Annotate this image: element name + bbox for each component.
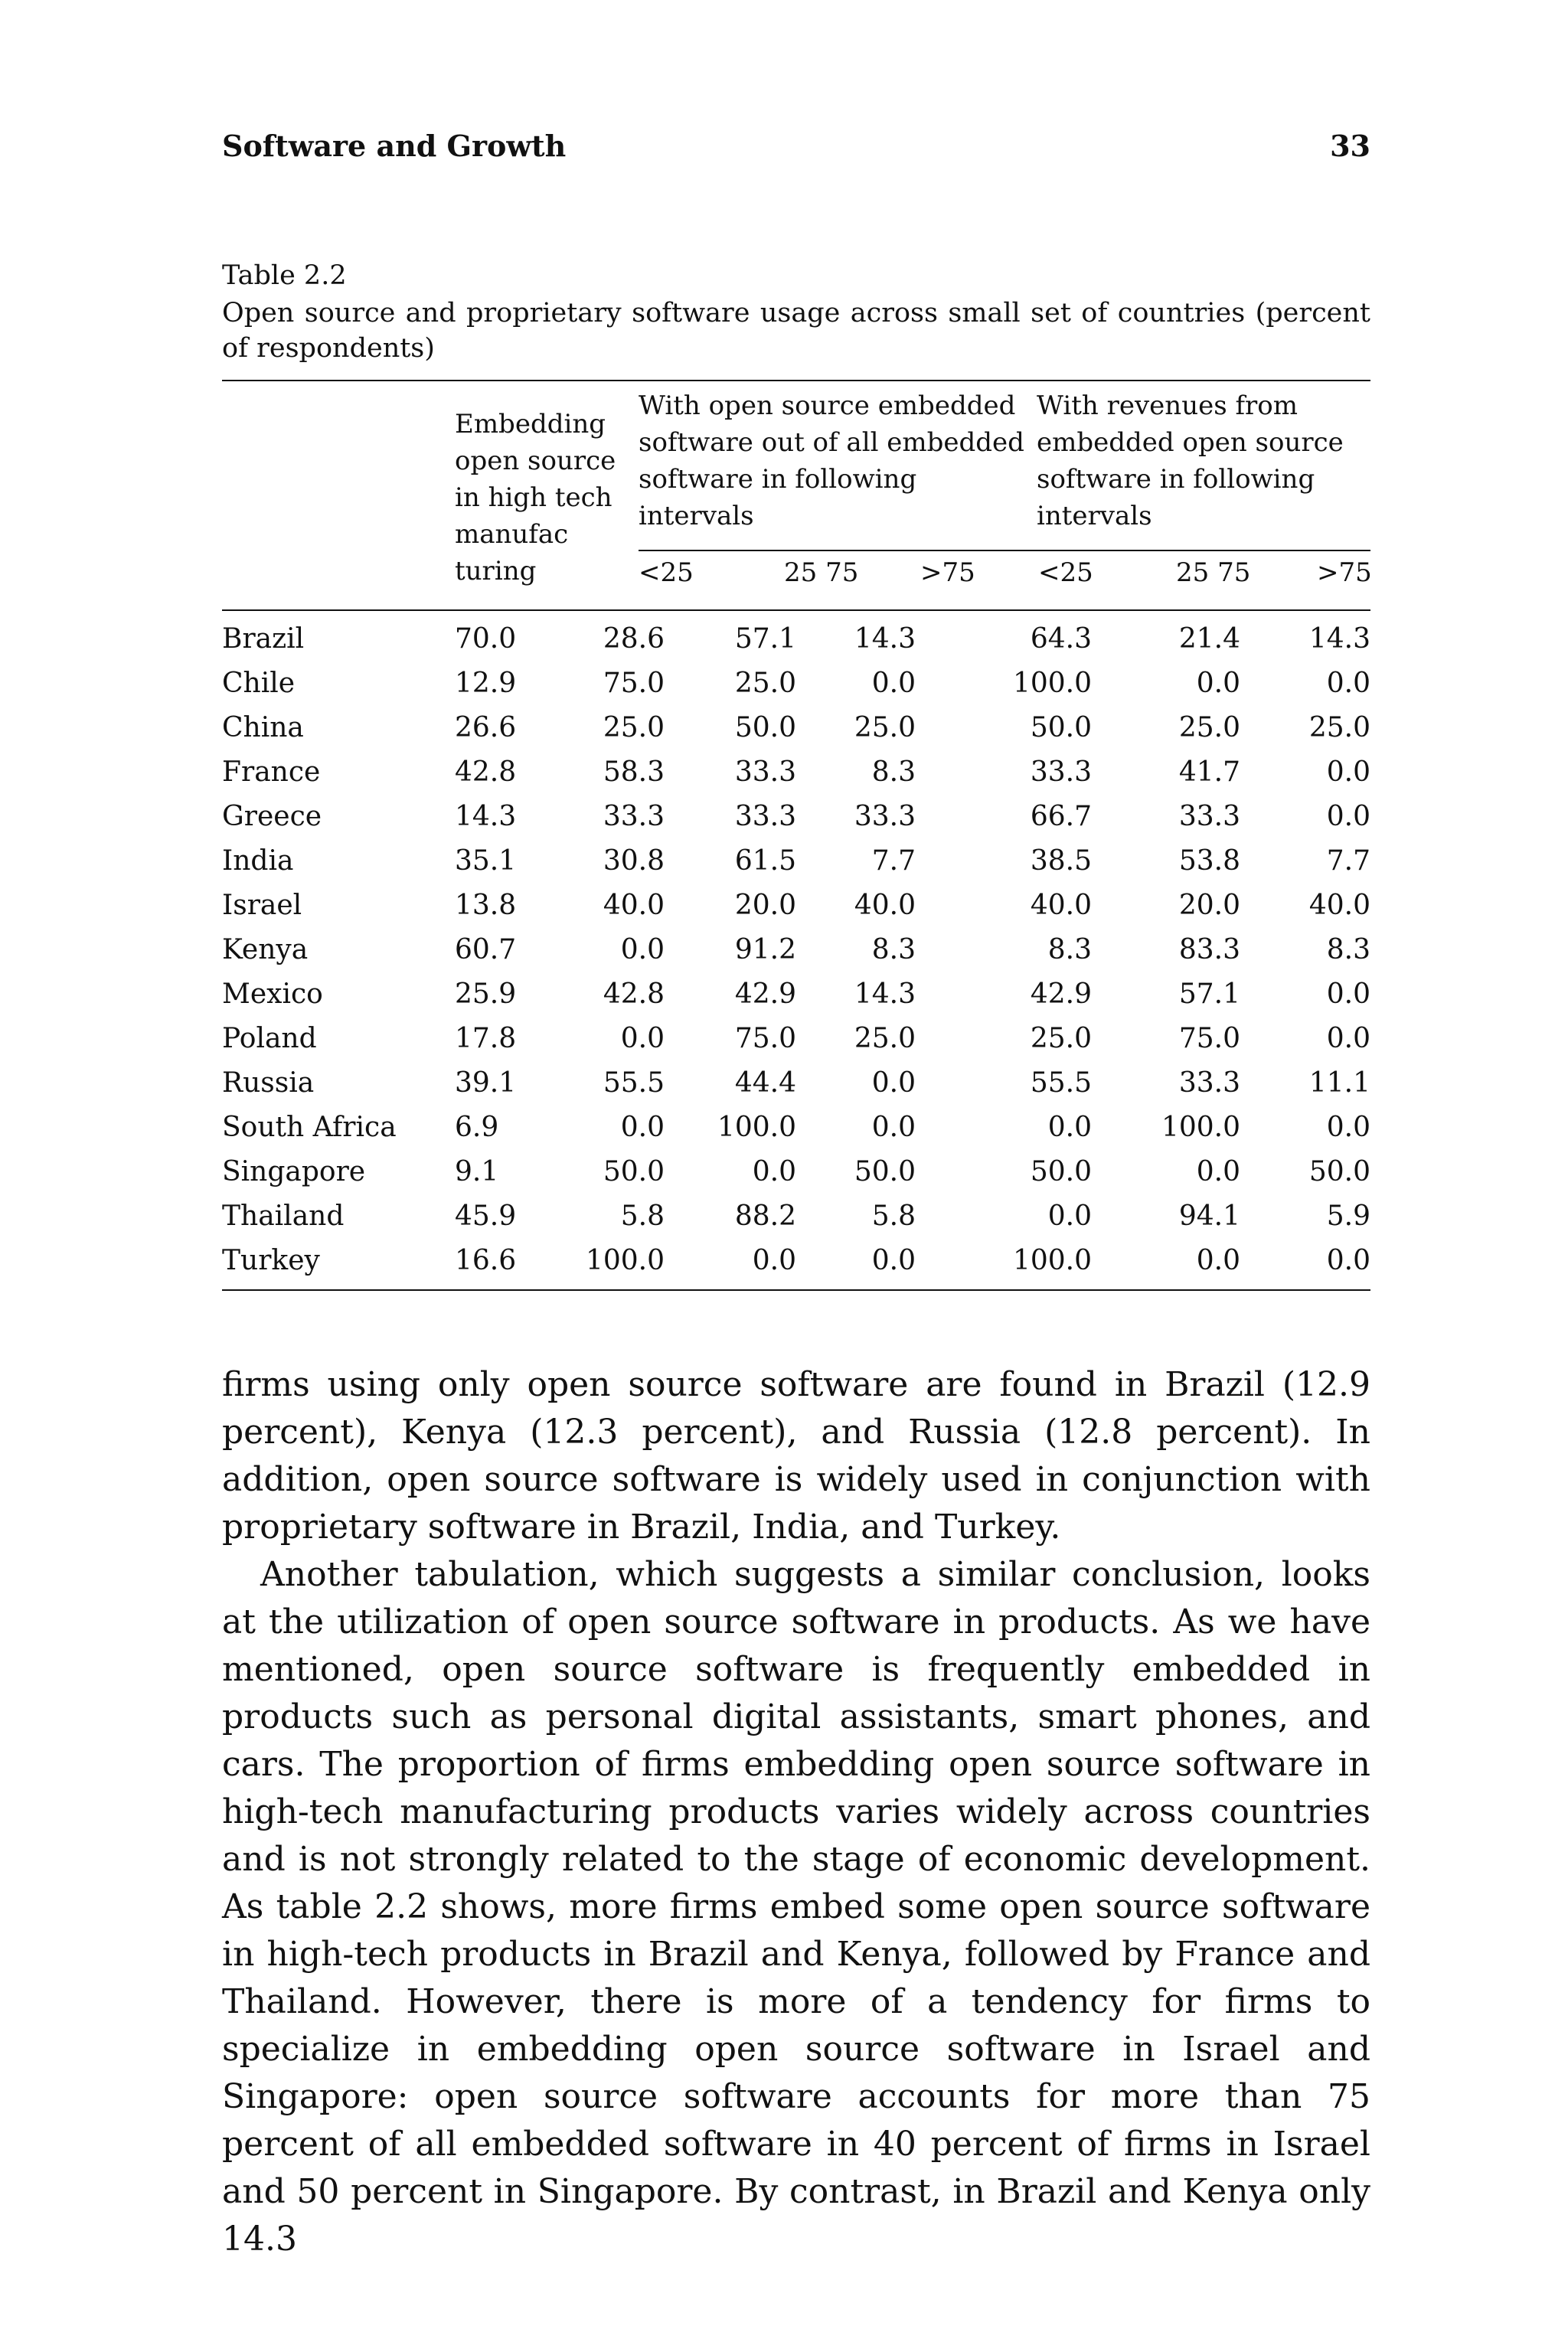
value-cell: 8.3 [871, 934, 916, 965]
country-cell: Greece [222, 801, 322, 832]
table-row [222, 750, 1370, 795]
sub-header-4: 25 75 [1176, 557, 1251, 588]
value-cell: 91.2 [734, 934, 796, 965]
value-cell: 58.3 [603, 756, 665, 788]
value-cell: 14.3 [1308, 623, 1370, 655]
value-cell: 50.0 [854, 1156, 916, 1187]
value-cell: 11.1 [1308, 1067, 1370, 1099]
embedding-cell: 9.1 [455, 1156, 499, 1187]
header-embedding: Embedding open source in high tech manufac turing [455, 409, 616, 586]
value-cell: 0.0 [1326, 756, 1370, 788]
value-cell: 42.9 [734, 978, 796, 1010]
value-cell: 28.6 [603, 623, 665, 655]
value-cell: 100.0 [1012, 668, 1092, 699]
value-cell: 0.0 [871, 1112, 916, 1143]
country-cell: Mexico [222, 978, 323, 1010]
embedding-cell: 45.9 [455, 1200, 517, 1232]
value-cell: 33.3 [734, 801, 796, 832]
value-cell: 41.7 [1178, 756, 1240, 788]
header-group-rule-revenues [1037, 550, 1370, 551]
value-cell: 25.0 [734, 668, 796, 699]
embedding-cell: 17.8 [455, 1023, 517, 1054]
table-label: Table 2.2 [222, 260, 347, 291]
country-cell: Kenya [222, 934, 309, 965]
value-cell: 25.0 [1030, 1023, 1092, 1054]
embedding-cell: 14.3 [455, 801, 517, 832]
value-cell: 100.0 [1012, 1245, 1092, 1276]
value-cell: 100.0 [585, 1245, 665, 1276]
value-cell: 83.3 [1178, 934, 1240, 965]
country-cell: India [222, 845, 294, 877]
value-cell: 8.3 [1326, 934, 1370, 965]
value-cell: 0.0 [871, 1067, 916, 1099]
value-cell: 64.3 [1030, 623, 1092, 655]
value-cell: 38.5 [1030, 845, 1092, 877]
value-cell: 50.0 [603, 1156, 665, 1187]
value-cell: 0.0 [620, 1023, 665, 1054]
table-row [222, 839, 1370, 884]
page-number: 33 [1330, 129, 1370, 163]
table-row [222, 972, 1370, 1017]
embedding-cell: 16.6 [455, 1245, 517, 1276]
value-cell: 0.0 [1326, 1023, 1370, 1054]
value-cell: 21.4 [1178, 623, 1240, 655]
value-cell: 75.0 [603, 668, 665, 699]
country-cell: South Africa [222, 1112, 397, 1143]
country-cell: Singapore [222, 1156, 366, 1187]
embedding-cell: 60.7 [455, 934, 517, 965]
paragraph-2: Another tabulation, which suggests a similar conclusion, looks at the utilization of open source software in products. As we have mentioned, open source software is frequently embedded in products such as personal digital assistants, smart phones, and cars. The proportion of firms embedding open source software in high-tech manufacturing products varies widely across countries and is not strongly related to the stage of economic development. As table 2.2 shows, more firms embed some open source software in high-tech products in Brazil and Kenya, followed by France and Thailand. However, there is more of a tendency for firms to specialize in embedding open source software in Israel and Singapore: open source software accounts for more than 75 percent of all embedded software in 40 percent of firms in Israel and 50 percent in Singapore. By contrast, in Brazil and Kenya only 14.3 [222, 1555, 1370, 2259]
value-cell: 0.0 [1326, 801, 1370, 832]
country-cell: Russia [222, 1067, 315, 1099]
value-cell: 33.3 [734, 756, 796, 788]
value-cell: 53.8 [1178, 845, 1240, 877]
table-caption: Open source and proprietary software usage across small set of countries (percent of respondents) [222, 298, 1370, 364]
value-cell: 0.0 [620, 934, 665, 965]
value-cell: 50.0 [1030, 1156, 1092, 1187]
value-cell: 33.3 [603, 801, 665, 832]
table-bottom-rule [222, 1289, 1370, 1291]
value-cell: 61.5 [734, 845, 796, 877]
table-row [222, 928, 1370, 972]
value-cell: 44.4 [734, 1067, 796, 1099]
table-row [222, 1061, 1370, 1106]
embedding-cell: 35.1 [455, 845, 517, 877]
table-row [222, 1150, 1370, 1194]
value-cell: 0.0 [1047, 1200, 1092, 1232]
header-bottom-rule [222, 609, 1370, 611]
value-cell: 50.0 [734, 712, 796, 743]
value-cell: 33.3 [1030, 756, 1092, 788]
paragraph-1: firms using only open source software are found in Brazil (12.9 percent), Kenya (12.3 percent), and Russia (12.8 percent). In addition, open source software is widely used in conjunction with proprietary software in Brazil, India, and Turkey. [222, 1365, 1370, 1547]
value-cell: 30.8 [603, 845, 665, 877]
country-cell: China [222, 712, 304, 743]
body-text [222, 1361, 1370, 2263]
value-cell: 0.0 [620, 1112, 665, 1143]
value-cell: 25.0 [854, 712, 916, 743]
value-cell: 0.0 [1196, 1245, 1240, 1276]
value-cell: 88.2 [734, 1200, 796, 1232]
value-cell: 50.0 [1030, 712, 1092, 743]
value-cell: 0.0 [1196, 668, 1240, 699]
country-cell: Chile [222, 668, 296, 699]
value-cell: 33.3 [854, 801, 916, 832]
value-cell: 75.0 [734, 1023, 796, 1054]
embedding-cell: 42.8 [455, 756, 517, 788]
value-cell: 14.3 [854, 623, 916, 655]
value-cell: 5.9 [1326, 1200, 1370, 1232]
value-cell: 40.0 [854, 890, 916, 921]
value-cell: 57.1 [734, 623, 796, 655]
country-cell: Thailand [222, 1200, 345, 1232]
value-cell: 100.0 [717, 1112, 796, 1143]
running-head [222, 129, 1370, 163]
value-cell: 7.7 [871, 845, 916, 877]
sub-header-3: <25 [1038, 557, 1093, 588]
embedding-cell: 13.8 [455, 890, 517, 921]
value-cell: 14.3 [854, 978, 916, 1010]
value-cell: 0.0 [1326, 1112, 1370, 1143]
value-cell: 57.1 [1178, 978, 1240, 1010]
value-cell: 40.0 [1308, 890, 1370, 921]
country-cell: Poland [222, 1023, 317, 1054]
value-cell: 25.0 [603, 712, 665, 743]
value-cell: 0.0 [1326, 1245, 1370, 1276]
country-cell: France [222, 756, 321, 788]
value-cell: 5.8 [620, 1200, 665, 1232]
value-cell: 25.0 [1178, 712, 1240, 743]
value-cell: 0.0 [752, 1156, 796, 1187]
value-cell: 20.0 [734, 890, 796, 921]
table-row [222, 1194, 1370, 1239]
value-cell: 0.0 [871, 668, 916, 699]
value-cell: 7.7 [1326, 845, 1370, 877]
sub-header-1: 25 75 [784, 557, 859, 588]
embedding-cell: 6.9 [455, 1112, 499, 1143]
running-head-title: Software and Growth [222, 129, 567, 163]
value-cell: 25.0 [1308, 712, 1370, 743]
value-cell: 0.0 [871, 1245, 916, 1276]
value-cell: 20.0 [1178, 890, 1240, 921]
value-cell: 0.0 [1196, 1156, 1240, 1187]
value-cell: 100.0 [1161, 1112, 1240, 1143]
header-revenue-intervals: With revenues from embedded open source software in following intervals [1037, 390, 1344, 531]
embedding-cell: 12.9 [455, 668, 517, 699]
value-cell: 0.0 [1047, 1112, 1092, 1143]
value-cell: 55.5 [1030, 1067, 1092, 1099]
value-cell: 42.8 [603, 978, 665, 1010]
value-cell: 33.3 [1178, 801, 1240, 832]
table-row [222, 1017, 1370, 1061]
table-row [222, 1239, 1370, 1283]
value-cell: 0.0 [752, 1245, 796, 1276]
value-cell: 40.0 [603, 890, 665, 921]
value-cell: 25.0 [854, 1023, 916, 1054]
table-row [222, 1106, 1370, 1150]
value-cell: 0.0 [1326, 978, 1370, 1010]
value-cell: 55.5 [603, 1067, 665, 1099]
value-cell: 50.0 [1308, 1156, 1370, 1187]
country-cell: Brazil [222, 623, 305, 655]
embedding-cell: 70.0 [455, 623, 517, 655]
value-cell: 33.3 [1178, 1067, 1240, 1099]
value-cell: 42.9 [1030, 978, 1092, 1010]
value-cell: 40.0 [1030, 890, 1092, 921]
table-row [222, 706, 1370, 750]
country-cell: Turkey [222, 1245, 320, 1276]
value-cell: 75.0 [1178, 1023, 1240, 1054]
sub-header-2: >75 [920, 557, 975, 588]
value-cell: 66.7 [1030, 801, 1092, 832]
value-cell: 0.0 [1326, 668, 1370, 699]
embedding-cell: 26.6 [455, 712, 517, 743]
table-row [222, 884, 1370, 928]
value-cell: 8.3 [1047, 934, 1092, 965]
country-cell: Israel [222, 890, 302, 921]
sub-header-0: <25 [639, 557, 694, 588]
value-cell: 94.1 [1178, 1200, 1240, 1232]
embedding-cell: 25.9 [455, 978, 517, 1010]
table-row [222, 795, 1370, 839]
table-row [222, 662, 1370, 706]
value-cell: 8.3 [871, 756, 916, 788]
header-open-source-intervals: With open source embedded software out of all embedded software in following intervals [639, 390, 1024, 531]
table-top-rule [222, 380, 1370, 381]
table-row [222, 617, 1370, 662]
sub-header-5: >75 [1317, 557, 1372, 588]
embedding-cell: 39.1 [455, 1067, 517, 1099]
value-cell: 5.8 [871, 1200, 916, 1232]
